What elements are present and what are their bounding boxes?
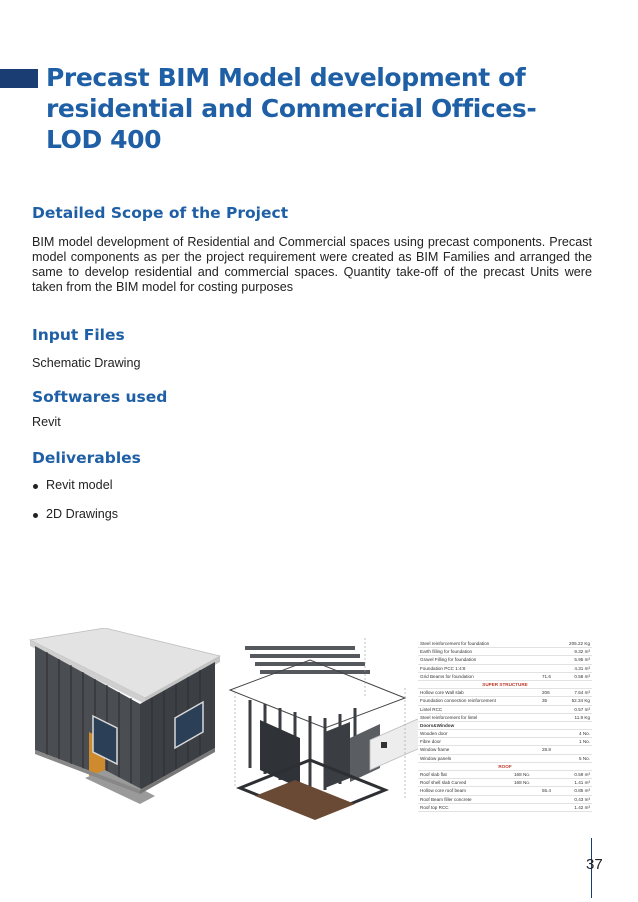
- table-row: Gravel Filling for foundation 5.95 m³: [418, 656, 592, 664]
- page-title-line-1: Precast BIM Model development of: [46, 63, 526, 92]
- page-title-line-2: residential and Commercial Offices-: [46, 94, 537, 123]
- table-section-header: ROOF: [418, 763, 592, 771]
- scope-heading: Detailed Scope of the Project: [32, 204, 289, 222]
- table-row: Wooden door 4 No.: [418, 730, 592, 738]
- table-row: Foundation connection reinforcement 35 52.34 Kg: [418, 697, 592, 705]
- exploded-components-render: [230, 638, 420, 820]
- deliverable-item: Revit model: [32, 478, 118, 507]
- table-row: Roof shell slab Curved 168 No. 1.41 m³: [418, 779, 592, 787]
- table-row: Roof top RCC 1.42 m³: [418, 804, 592, 812]
- softwares-value: Revit: [32, 415, 61, 429]
- table-row: Fibre door 1 No.: [418, 738, 592, 746]
- table-row: Steel reinforcement for lintel 11.9 Kg: [418, 714, 592, 722]
- quantity-takeoff-table: [418, 640, 592, 830]
- table-row: Lintel RCC 0.57 m³: [418, 706, 592, 714]
- deliverables-heading: Deliverables: [32, 449, 141, 467]
- input-files-value: Schematic Drawing: [32, 356, 141, 370]
- scope-paragraph: BIM model development of Residential and Commercial spaces using precast components. Precast model components as per the project requirement were created as BIM Families and arranged the same to develop residential and commercial spaces. Quantity take-off of the precast Units were taken from the BIM model for costing purposes: [32, 235, 592, 294]
- page-title-line-3: LOD 400: [46, 125, 162, 154]
- table-row: Steel reinforcement for foundation 205.22 Kg: [418, 640, 592, 648]
- softwares-heading: Softwares used: [32, 388, 168, 406]
- table-subheader: Doors&Window: [418, 722, 592, 730]
- assembled-building-render: [30, 628, 220, 804]
- table-row: Hollow core roof beam 55.4 0.85 m³: [418, 787, 592, 795]
- deliverables-list: [32, 478, 118, 536]
- table-row: Roof slab flat 168 No. 0.59 m³: [418, 771, 592, 779]
- table-row: Grid Beams for foundation 71.6 0.58 m³: [418, 673, 592, 681]
- table-row: Foundation PCC 1:4:8 4.31 m³: [418, 665, 592, 673]
- table-row: Roof Beam filler concrete 0.43 m³: [418, 796, 592, 804]
- table-row: Window panels 5 No.: [418, 755, 592, 763]
- input-files-heading: Input Files: [32, 326, 125, 344]
- title-accent-bar: [0, 69, 38, 88]
- table-row: Hollow core Wall slab 206 7.64 m³: [418, 689, 592, 697]
- page-title: [46, 62, 566, 155]
- table-row: Earth filling for foundation 9.32 m³: [418, 648, 592, 656]
- page-number: 37: [586, 856, 603, 873]
- table-row: Window frame 28.8: [418, 746, 592, 754]
- deliverable-item: 2D Drawings: [32, 507, 118, 536]
- table-section-header: SUPER STRUCTURE: [418, 681, 592, 689]
